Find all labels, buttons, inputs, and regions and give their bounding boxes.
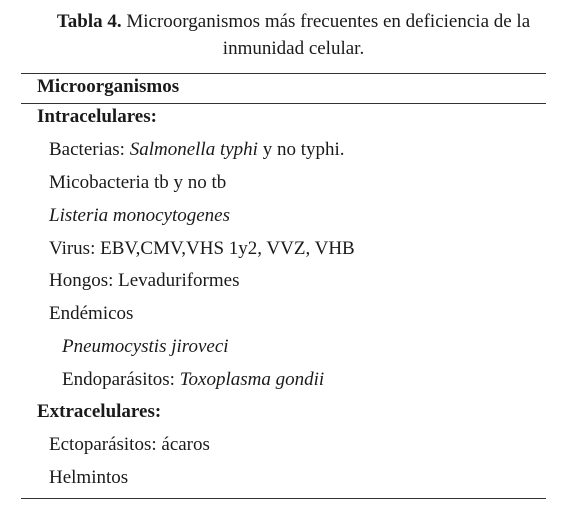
row-helmintos: Helmintos [49, 467, 129, 488]
table-header-rule [21, 103, 546, 104]
row-micobacteria: Micobacteria tb y no tb [49, 172, 227, 193]
caption-title-part1: Microorganismos más frecuentes en deficiencia de la [121, 11, 531, 32]
row-endemicos: Endémicos [49, 303, 134, 324]
table-header: Microorganismos [37, 76, 180, 97]
table-bottom-rule [21, 498, 546, 499]
bacterias-label: Bacterias: [49, 139, 130, 160]
bacterias-species: Salmonella typhi [129, 139, 258, 160]
row-pneumocystis: Pneumocystis jiroveci [62, 336, 229, 357]
row-endoparasitos [62, 368, 324, 392]
caption-line-1 [0, 8, 587, 35]
caption-line-2: inmunidad celular. [222, 38, 365, 59]
endoparasitos-label: Endoparásitos: [62, 369, 180, 390]
row-ectoparasitos: Ectoparásitos: ácaros [49, 434, 210, 455]
bacterias-suffix: y no typhi. [257, 139, 345, 160]
table-caption [0, 8, 587, 62]
row-hongos: Hongos: Levaduriformes [49, 270, 240, 291]
endoparasitos-species: Toxoplasma gondii [179, 369, 325, 390]
section-intracelulares: Intracelulares: [37, 106, 157, 127]
table-top-rule [21, 73, 546, 74]
caption-label: Tabla 4. [56, 11, 122, 32]
row-listeria: Listeria monocytogenes [49, 205, 231, 226]
section-extracelulares: Extracelulares: [37, 401, 162, 422]
row-virus: Virus: EBV,CMV,VHS 1y2, VVZ, VHB [49, 238, 355, 259]
row-bacterias [49, 138, 345, 162]
